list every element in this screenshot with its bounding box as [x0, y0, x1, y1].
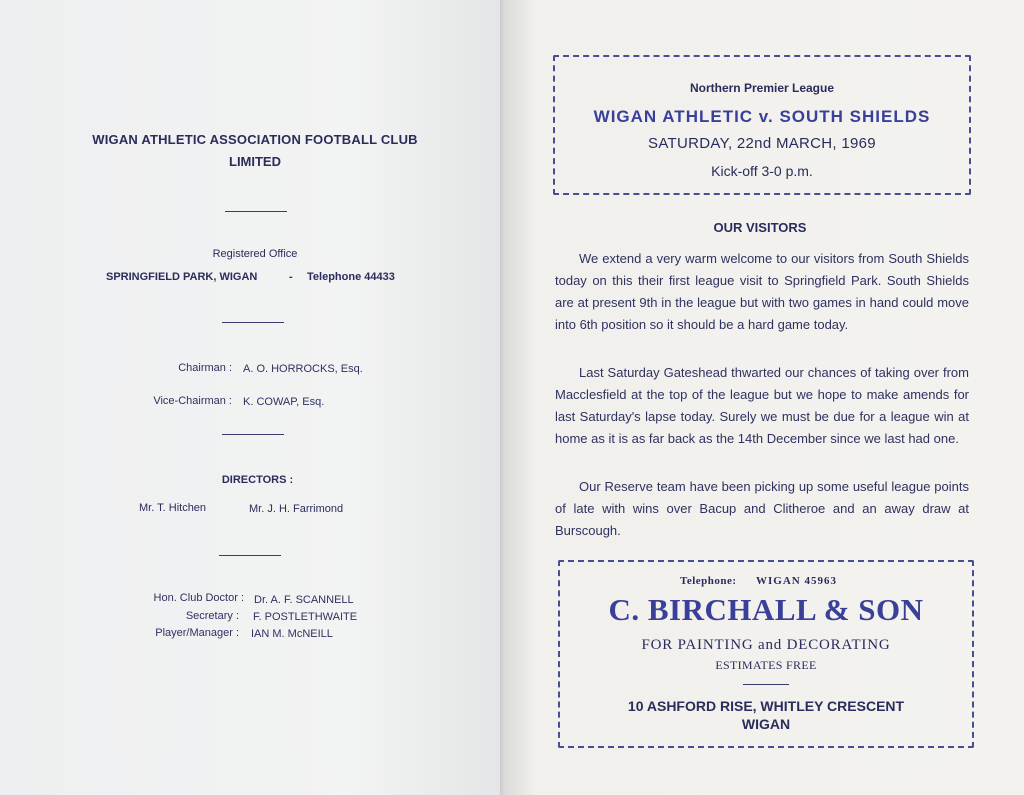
left-page [0, 0, 505, 795]
address: SPRINGFIELD PARK, WIGAN [106, 271, 258, 283]
match-title: WIGAN ATHLETIC v. SOUTH SHIELDS [593, 107, 931, 126]
paragraph-3: Our Reserve team have been picking up some useful league points of late with wins over Bacup and Clitheroe and an away draw at Burscough. [555, 479, 969, 538]
advert-estimates: ESTIMATES FREE [715, 658, 817, 672]
paragraph-2: Last Saturday Gateshead thwarted our chances of taking over from Macclesfield at the top of the league but we hope to make amends for last Saturday's lapse today. Surely we must be due for a league win at home as it is as far back as the 14th December since we last had one. [555, 365, 969, 446]
advert-address-1: 10 ASHFORD RISE, WHITLEY CRESCENT [627, 698, 905, 714]
vice-chairman-value: K. COWAP, Esq. [243, 396, 325, 408]
right-page [505, 0, 1024, 795]
secretary-label: Secretary : [185, 610, 239, 622]
paragraph-1: We extend a very warm welcome to our visitors from South Shields today on this their first league visit to Springfield Park. South Shields are at present 9th in the league but with two games in hand could move into 6th position so it should be a hard game today. [555, 251, 969, 332]
chairman-value: A. O. HORROCKS, Esq. [243, 363, 363, 375]
kickoff-time: Kick-off 3-0 p.m. [711, 163, 813, 179]
advert-service: FOR PAINTING and DECORATING [641, 637, 891, 653]
league-name: Northern Premier League [689, 81, 835, 95]
divider [222, 434, 284, 435]
advert-divider [743, 684, 789, 685]
chairman-label: Chairman : [178, 362, 232, 374]
match-header-box [553, 55, 971, 195]
vice-chairman-label: Vice-Chairman : [153, 395, 232, 407]
directors-heading: DIRECTORS : [221, 474, 294, 486]
director-1: Mr. T. Hitchen [139, 502, 207, 514]
advert-telephone-label: Telephone: [680, 575, 737, 587]
director-2: Mr. J. H. Farrimond [249, 503, 344, 515]
doctor-value: Dr. A. F. SCANNELL [254, 594, 354, 606]
doctor-label: Hon. Club Doctor : [153, 592, 244, 604]
match-date: SATURDAY, 22nd MARCH, 1969 [648, 135, 876, 152]
advert-company: C. BIRCHALL & SON [608, 592, 924, 627]
telephone: Telephone 44433 [307, 271, 395, 283]
divider [225, 211, 287, 212]
manager-value: IAN M. McNEILL [251, 628, 333, 640]
divider [219, 555, 281, 556]
advert-telephone-value: WIGAN 45963 [756, 575, 837, 587]
divider [222, 322, 284, 323]
secretary-value: F. POSTLETHWAITE [253, 611, 358, 623]
address-dash: - [289, 271, 293, 283]
registered-office-label: Registered Office [212, 248, 298, 260]
advert-address-2: WIGAN [741, 716, 791, 732]
advert-box [558, 560, 974, 748]
manager-label: Player/Manager : [155, 627, 239, 639]
visitors-heading: OUR VISITORS [713, 220, 807, 235]
club-limited: LIMITED [229, 154, 281, 169]
club-name: WIGAN ATHLETIC ASSOCIATION FOOTBALL CLUB [92, 132, 418, 147]
